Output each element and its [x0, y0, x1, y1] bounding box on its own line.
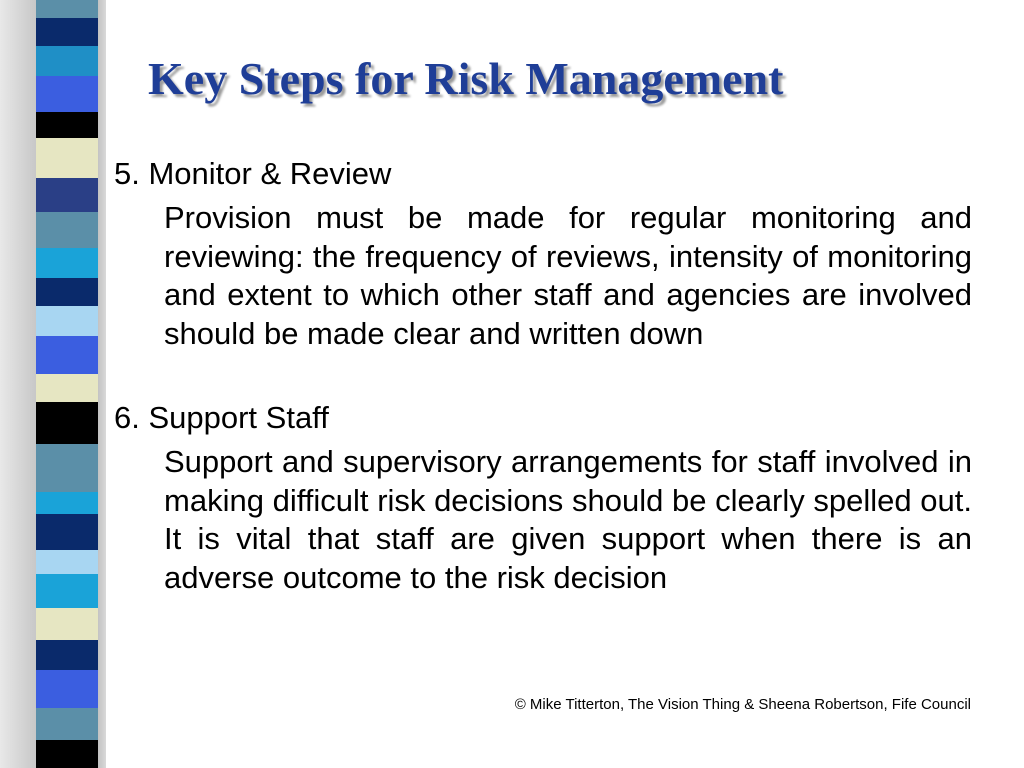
copyright-credit: © Mike Titterton, The Vision Thing & Sheena Robertson, Fife Council — [514, 696, 971, 713]
slide-content — [114, 155, 972, 597]
section-text: Provision must be made for regular monitoring and reviewing: the frequency of reviews, intensity of monitoring and extent to which other staff and agencies are involved should be made clear and written down — [164, 200, 972, 351]
strip-block — [36, 708, 98, 740]
strip-block — [36, 640, 98, 670]
decorative-color-strip — [36, 0, 98, 768]
section-support-staff — [114, 399, 972, 597]
section-monitor-review — [114, 155, 972, 353]
strip-block — [36, 492, 98, 514]
strip-block — [36, 212, 98, 248]
section-heading: 6. Support Staff — [114, 400, 329, 435]
strip-block — [36, 550, 98, 574]
strip-block — [36, 336, 98, 374]
strip-block — [36, 514, 98, 550]
strip-block — [36, 444, 98, 492]
strip-block — [36, 374, 98, 402]
strip-block — [36, 248, 98, 278]
strip-block — [36, 402, 98, 444]
strip-block — [36, 670, 98, 708]
strip-block — [36, 178, 98, 212]
strip-block — [36, 278, 98, 306]
section-text: Support and supervisory arrangements for staff involved in making difficult risk decisions should be clearly spelled out. It is vital that staff are given support when there is an adverse outcome to the risk decision — [164, 444, 972, 595]
strip-block — [36, 18, 98, 46]
strip-block — [36, 0, 98, 18]
strip-block — [36, 608, 98, 640]
strip-block — [36, 574, 98, 608]
strip-block — [36, 112, 98, 138]
section-heading: 5. Monitor & Review — [114, 156, 392, 191]
slide-title: Key Steps for Risk Management — [148, 53, 784, 104]
strip-block — [36, 306, 98, 336]
strip-block — [36, 46, 98, 76]
section-spacer — [114, 353, 972, 399]
strip-block — [36, 740, 98, 768]
strip-block — [36, 138, 98, 178]
strip-block — [36, 76, 98, 112]
